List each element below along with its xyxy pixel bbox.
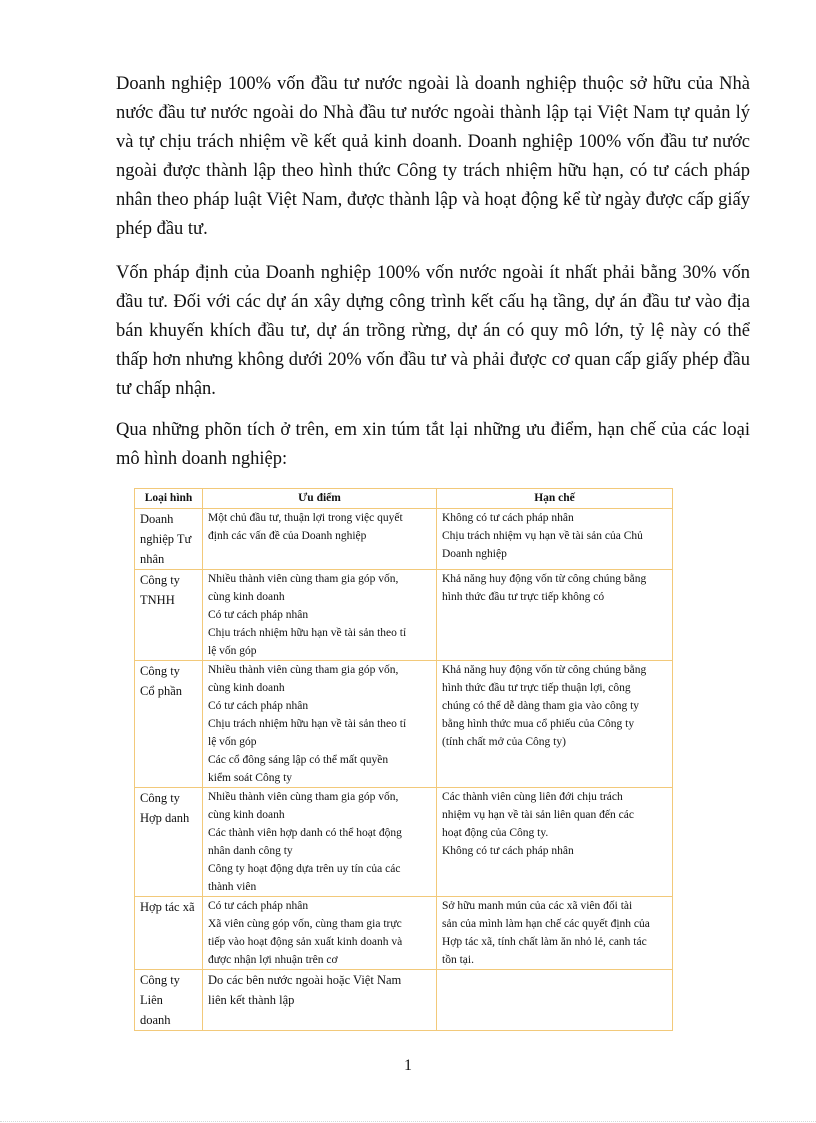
cell-line: được nhận lợi nhuận trên cơ (208, 954, 338, 966)
cell-line: Chịu trách nhiệm hữu hạn về tài sản theo tỉ (208, 627, 407, 639)
table-row (135, 897, 673, 970)
table-row (135, 509, 673, 570)
cell-pros (203, 788, 437, 897)
cell-type (135, 970, 203, 1031)
header-type: Loại hình (135, 489, 203, 509)
paragraph-foreign-enterprise: Doanh nghiệp 100% vốn đầu tư nước ngoài là doanh nghiệp thuộc sở hữu của Nhà nước đầu tư nước ngoài do Nhà đầu tư nước ngoài thành lập tại Việt Nam tự quản lý và tự chịu trách nhiệm về kết quả kinh doanh. Doanh nghiệp 100% vốn đầu tư nước ngoài được thành lập theo hình thức Công ty trách nhiệm hữu hạn, có tư cách pháp nhân theo pháp luật Việt Nam, được thành lập và hoạt động kể từ ngày được cấp giấy phép đầu tư. (116, 74, 750, 239)
header-pros: Ưu điểm (203, 489, 437, 509)
cell-line: doanh (140, 1013, 171, 1027)
table-header-row (135, 489, 673, 509)
cell-line: Có tư cách pháp nhân (208, 700, 309, 712)
cell-line: Công ty (140, 973, 180, 987)
cell-line: Có tư cách pháp nhân (208, 609, 309, 621)
cell-cons (437, 570, 673, 661)
comparison-table (134, 488, 673, 1031)
cell-line: Khả năng huy động vốn từ công chúng bằng (442, 573, 647, 585)
cell-line: hình thức đầu tư trực tiếp thuận lợi, công (442, 682, 631, 694)
cell-line: Công ty (140, 664, 180, 678)
cell-line: Cổ phần (140, 684, 183, 698)
cell-line: thành viên (208, 881, 257, 893)
cell-line: định các vấn đề của Doanh nghiệp (208, 530, 367, 542)
cell-line: Doanh nghiệp (442, 548, 507, 560)
cell-cons (437, 897, 673, 970)
table-row (135, 970, 673, 1031)
cell-line: Hợp tác xã (140, 900, 195, 914)
cell-line: (tính chất mở của Công ty) (442, 736, 566, 748)
cell-line: Chịu trách nhiệm vụ hạn về tài sản của Chủ (442, 530, 643, 542)
cell-line: tiếp vào hoạt động sản xuất kinh doanh và (208, 936, 403, 948)
table-row (135, 570, 673, 661)
page-number: 1 (404, 1057, 412, 1074)
cell-line: Không có tư cách pháp nhân (442, 845, 574, 857)
cell-line: TNHH (140, 593, 175, 607)
cell-line: Công ty hoạt động dựa trên uy tín của các (208, 863, 401, 875)
cell-cons (437, 661, 673, 788)
cell-type (135, 570, 203, 661)
cell-line: Liên (140, 993, 163, 1007)
cell-line: Nhiều thành viên cùng tham gia góp vốn, (208, 573, 399, 585)
cell-type (135, 661, 203, 788)
cell-line: cùng kinh doanh (208, 682, 285, 694)
cell-type (135, 509, 203, 570)
cell-pros (203, 661, 437, 788)
cell-line: nghiệp Tư (140, 532, 192, 546)
cell-line: Một chủ đầu tư, thuận lợi trong việc quyết (208, 512, 403, 524)
cell-line: Công ty (140, 573, 180, 587)
cell-pros (203, 970, 437, 1031)
cell-line: Hợp tác xã, tính chất làm ăn nhỏ lẻ, canh tác (442, 936, 647, 948)
cell-line: kiểm soát Công ty (208, 772, 293, 784)
paragraph-summary-intro: Qua những phõn tích ở trên, em xin túm tắt lại những ưu điểm, hạn chế của các loại mô hình doanh nghiệp: (116, 420, 750, 469)
table-row (135, 661, 673, 788)
cell-pros (203, 897, 437, 970)
cell-line: nhiệm vụ hạn về tài sản liên quan đến các (442, 809, 634, 821)
cell-line: nhân danh công ty (208, 845, 293, 857)
cell-line: Công ty (140, 791, 180, 805)
page-bottom-divider (0, 1121, 816, 1122)
cell-line: Không có tư cách pháp nhân (442, 512, 574, 524)
cell-line: Khả năng huy động vốn từ công chúng bằng (442, 664, 647, 676)
cell-line: lệ vốn góp (208, 736, 257, 748)
cell-line: Nhiều thành viên cùng tham gia góp vốn, (208, 664, 399, 676)
cell-line: Doanh (140, 512, 174, 526)
cell-line: bằng hình thức mua cổ phiếu của Công ty (442, 718, 635, 730)
cell-cons (437, 788, 673, 897)
cell-line: lệ vốn góp (208, 645, 257, 657)
cell-line: hình thức đầu tư trực tiếp không có (442, 591, 605, 603)
cell-line: nhân (140, 552, 165, 566)
cell-pros (203, 570, 437, 661)
cell-type (135, 788, 203, 897)
cell-line: hoạt động của Công ty. (442, 827, 549, 839)
cell-line: Chịu trách nhiệm hữu hạn về tài sản theo tỉ (208, 718, 407, 730)
cell-line: Có tư cách pháp nhân (208, 900, 309, 912)
cell-line: chúng có thể dễ dàng tham gia vào công ty (442, 700, 640, 712)
cell-line: Nhiều thành viên cùng tham gia góp vốn, (208, 791, 399, 803)
cell-cons (437, 970, 673, 1031)
cell-line: Do các bên nước ngoài hoặc Việt Nam (208, 973, 402, 987)
cell-line: liên kết thành lập (208, 993, 295, 1007)
cell-line: cùng kinh doanh (208, 591, 285, 603)
cell-line: sản của mình làm hạn chế các quyết định của (442, 918, 650, 930)
header-cons: Hạn chế (437, 489, 673, 509)
cell-type (135, 897, 203, 970)
cell-line: Các thành viên cùng liên đới chịu trách (442, 791, 623, 803)
cell-line: Các cổ đông sáng lập có thể mất quyền (208, 754, 389, 766)
cell-line: Hợp danh (140, 811, 190, 825)
table-row (135, 788, 673, 897)
cell-cons (437, 509, 673, 570)
cell-line: tồn tại. (442, 954, 474, 966)
cell-line: Sở hữu manh mún của các xã viên đối tài (442, 900, 633, 912)
cell-line: Xã viên cùng góp vốn, cùng tham gia trực (208, 918, 402, 930)
cell-pros (203, 509, 437, 570)
cell-line: cùng kinh doanh (208, 809, 285, 821)
paragraph-legal-capital: Vốn pháp định của Doanh nghiệp 100% vốn nước ngoài ít nhất phải bằng 30% vốn đầu tư. Đối với các dự án xây dựng công trình kết cấu hạ tầng, dự án đầu tư vào địa bán khuyến khích đầu tư, dự án trồng rừng, dự án có quy mô lớn, tỷ lệ này có thể thấp hơn nhưng không dưới 20% vốn đầu tư và phải được cơ quan cấp giấy phép đầu tư chấp nhận. (116, 263, 750, 399)
cell-line: Các thành viên hợp danh có thể hoạt động (208, 827, 402, 839)
